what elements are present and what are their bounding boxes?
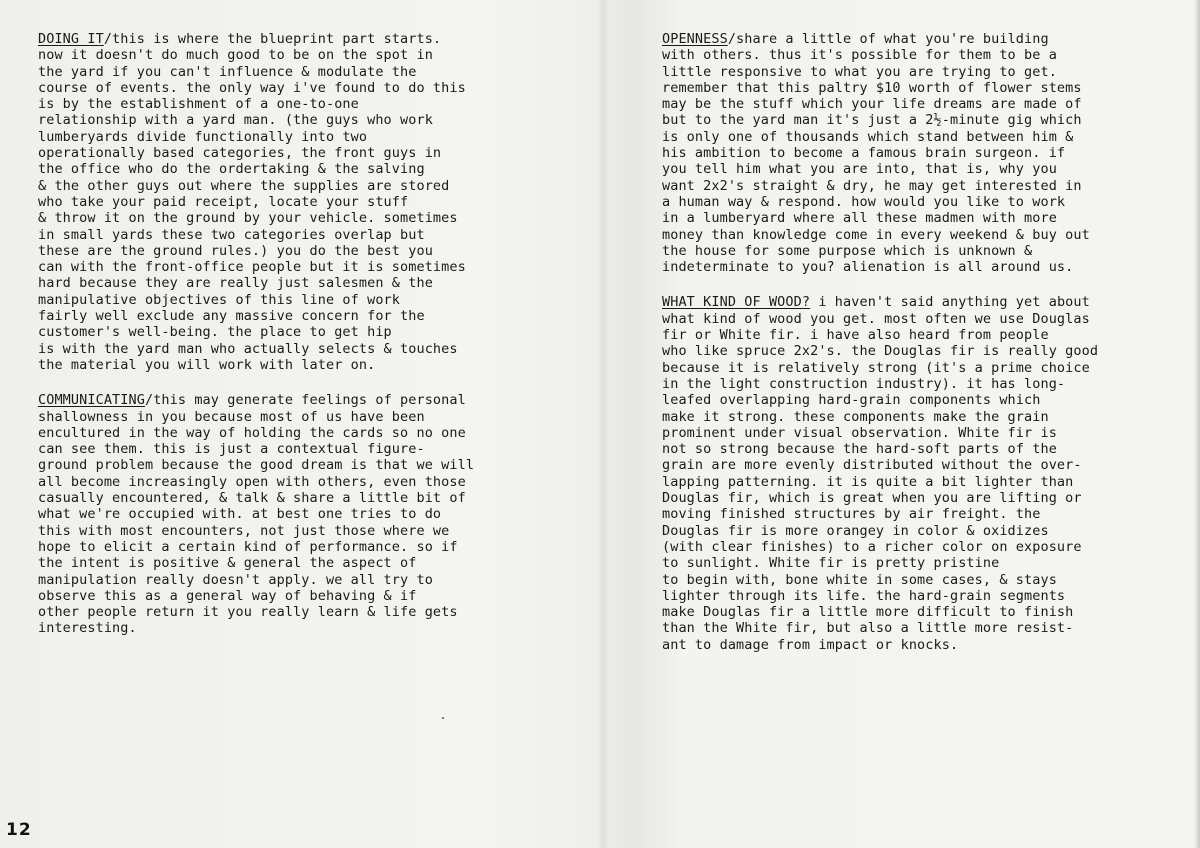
section-heading: WHAT KIND OF WOOD? [662,294,811,311]
text-line: observe this as a general way of behaving & if [38,587,417,604]
text-line: because it is relatively strong (it's a prime choice [662,359,1090,376]
text-line [38,392,558,408]
text-line: lapping patterning. it is quite a bit lighter than [662,473,1074,490]
text-line: lighter through its life. the hard-grain segments [662,587,1066,604]
text-line: encultured in the way of holding the cards so no one [38,424,466,441]
section-heading: OPENNESS [662,31,728,47]
text-line: what kind of wood you get. most often we use Douglas [662,310,1090,327]
page-gutter [596,0,610,848]
text-line: grain are more evenly distributed without the over- [662,457,1082,474]
paragraph-doing-it [38,31,558,373]
text-line [662,31,1182,47]
text-line: with others. thus it's possible for them to be a [662,47,1057,64]
text-line: moving finished structures by air freight. the [662,506,1041,523]
text-line: Douglas fir is more orangey in color & oxidizes [662,522,1049,539]
text-line: you tell him what you are into, that is, why you [662,161,1057,178]
text-line: the material you will work with later on. [38,356,376,373]
text-line: but to the yard man it's just a 2½-minute gig which [662,112,1082,129]
text-line: what we're occupied with. at best one tries to do [38,506,442,523]
text-line: than the White fir, but also a little more resist- [662,620,1074,637]
text-line: (with clear finishes) to a richer color on exposure [662,538,1082,555]
text-line: these are the ground rules.) you do the best you [38,242,433,259]
text-line: indeterminate to you? alienation is all around us. [662,259,1074,276]
text-line-content: i haven't said anything yet about [810,294,1090,311]
text-line: now it doesn't do much good to be on the spot in [38,47,433,64]
text-line: to sunlight. White fir is pretty pristine [662,555,1000,572]
text-line: lumberyards divide functionally into two [38,128,368,145]
text-line: who like spruce 2x2's. the Douglas fir is really good [662,343,1099,360]
text-line: is by the establishment of a one-to-one [38,96,359,113]
page-edge-shadow [1194,0,1200,848]
text-line: shallowness in you because most of us have been [38,408,425,425]
text-line: this with most encounters, not just those where we [38,522,450,539]
text-line: make Douglas fir a little more difficult to finish [662,604,1074,621]
text-line-content: /this may generate feelings of personal [144,392,466,409]
text-line: ant to damage from impact or knocks. [662,636,959,653]
text-line: make it strong. these components make the grain [662,408,1049,425]
text-line: can with the front-office people but it is sometimes [38,259,466,276]
text-line: ground problem because the good dream is that we will [38,457,475,474]
text-line: a human way & respond. how would you like to work [662,193,1066,210]
text-line: to begin with, bone white in some cases, & stays [662,571,1057,588]
paragraph-what-kind-of-wood [662,294,1182,653]
text-line: & the other guys out where the supplies are stored [38,177,450,194]
text-line-content: /share a little of what you're building [727,31,1049,47]
text-line: is with the yard man who actually selects & touches [38,340,458,357]
text-line: the house for some purpose which is unknown & [662,242,1033,259]
text-line: little responsive to what you are trying to get. [662,63,1057,80]
text-line: want 2x2's straight & dry, he may get interested in [662,177,1082,194]
text-line: fir or White fir. i have also heard from people [662,327,1049,344]
text-line: the office who do the ordertaking & the salving [38,161,425,178]
text-line-content: /this is where the blueprint part starts. [103,31,442,47]
text-line: not so strong because the hard-soft parts of the [662,441,1057,458]
section-heading: DOING IT [38,31,104,47]
text-line: the yard if you can't influence & modulate the [38,63,417,80]
right-page-column [662,31,1182,672]
text-line [662,294,1182,310]
text-line: manipulation really doesn't apply. we all try to [38,571,433,588]
text-line: remember that this paltry $10 worth of flower stems [662,79,1082,96]
text-line: can see them. this is just a contextual figure- [38,441,425,458]
text-line: manipulative objectives of this line of work [38,291,401,308]
text-line: customer's well-being. the place to get hip [38,324,392,341]
text-line: in small yards these two categories overlap but [38,226,425,243]
text-line: prominent under visual observation. White fir is [662,424,1057,441]
text-line: casually encountered, & talk & share a little bit of [38,490,466,507]
section-heading: COMMUNICATING [38,392,145,409]
text-line [38,31,558,47]
left-page-column [38,31,558,656]
text-line: in a lumberyard where all these madmen with more [662,210,1057,227]
paragraph-openness [662,31,1182,275]
text-line: course of events. the only way i've found to do this [38,79,466,96]
text-line: money than knowledge come in every weekend & buy out [662,226,1090,243]
text-line: hard because they are really just salesmen & the [38,275,433,292]
text-line: who take your paid receipt, locate your stuff [38,193,409,210]
text-line: relationship with a yard man. (the guys who work [38,112,433,129]
text-line: may be the stuff which your life dreams are made of [662,96,1082,113]
text-line: the intent is positive & general the aspect of [38,555,417,572]
paragraph-communicating [38,392,558,636]
text-line: Douglas fir, which is great when you are lifting or [662,490,1082,507]
text-line: operationally based categories, the front guys in [38,145,442,162]
text-line: other people return it you really learn & life gets [38,604,458,621]
print-speck [442,717,444,719]
text-line: interesting. [38,620,137,637]
text-line: is only one of thousands which stand between him & [662,128,1074,145]
text-line: leafed overlapping hard-grain components which [662,392,1041,409]
text-line: & throw it on the ground by your vehicle. sometimes [38,210,458,227]
text-line: all become increasingly open with others, even those [38,473,466,490]
text-line: fairly well exclude any massive concern for the [38,308,425,325]
page-number: 12 [6,820,32,840]
text-line: hope to elicit a certain kind of performance. so if [38,538,458,555]
text-line: in the light construction industry). it has long- [662,375,1066,392]
text-line: his ambition to become a famous brain surgeon. if [662,145,1066,162]
